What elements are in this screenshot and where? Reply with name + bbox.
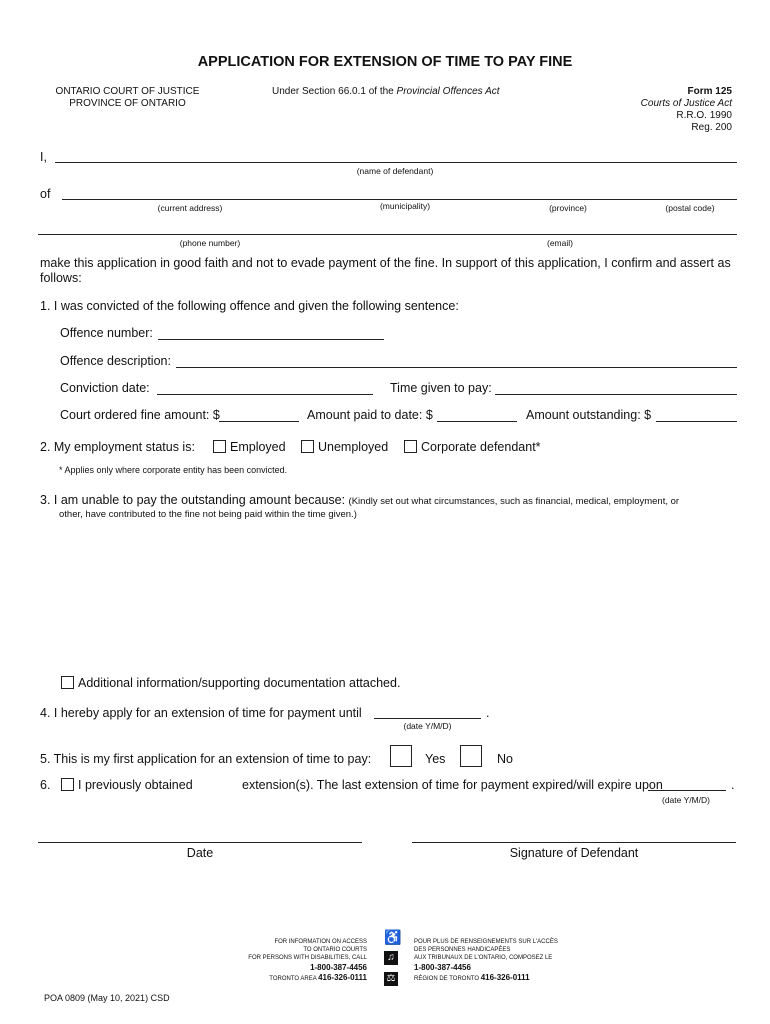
reason-text-area[interactable]: [59, 524, 737, 670]
time-given-field[interactable]: [495, 394, 737, 395]
offence-number-label: Offence number:: [60, 326, 153, 340]
footer-fr-line-3: AUX TRIBUNAUX DE L'ONTARIO, COMPOSEZ LE: [414, 955, 553, 961]
attachment-checkbox[interactable]: [61, 676, 74, 689]
form-reference: [641, 86, 732, 134]
q3-hint-1: (Kindly set out what circumstances, such as financial, medical, employment, or: [348, 496, 680, 507]
previously-obtained-label: I previously obtained: [78, 778, 193, 792]
of-label: of: [40, 187, 51, 201]
court-name: [40, 86, 215, 110]
q5-label: 5. This is my first application for an extension of time to pay:: [40, 752, 372, 766]
footer-fr-line-1: POUR PLUS DE RENSEIGNEMENTS SUR L'ACCÈS: [414, 939, 558, 945]
amount-paid-label: Amount paid to date: $: [307, 408, 433, 422]
section-act: Provincial Offences Act: [396, 86, 500, 97]
q6-rest-label: extension(s). The last extension of time for payment expired/will expire upon: [242, 778, 663, 792]
q6-date-caption: (date Y/M/D): [661, 795, 711, 805]
no-label: No: [497, 752, 513, 766]
offence-description-field[interactable]: [176, 367, 737, 368]
footer-english: [240, 938, 367, 983]
court-line-1: ONTARIO COURT OF JUSTICE: [55, 86, 200, 97]
conviction-date-field[interactable]: [157, 394, 373, 395]
court-line-2: PROVINCE OF ONTARIO: [69, 98, 186, 109]
first-application-yes-checkbox[interactable]: [390, 745, 412, 767]
form-act: Courts of Justice Act: [640, 98, 732, 109]
q6-period: .: [731, 778, 735, 792]
employed-label: Employed: [230, 440, 286, 454]
phone-caption: (phone number): [179, 238, 241, 248]
form-rro: R.R.O. 1990: [676, 110, 732, 121]
footer-fr-line-2: DES PERSONNES HANDICAPÉES: [414, 947, 511, 953]
signature-label: Signature of Defendant: [509, 846, 639, 860]
date-line[interactable]: [38, 842, 362, 843]
footer-french: [414, 938, 584, 983]
q4-period: .: [486, 706, 490, 720]
wheelchair-icon: ♿: [384, 929, 402, 945]
form-title: APPLICATION FOR EXTENSION OF TIME TO PAY FINE: [197, 54, 573, 70]
unemployed-label: Unemployed: [318, 440, 389, 454]
province-caption: (province): [549, 203, 587, 213]
date-label: Date: [186, 846, 214, 860]
postal-code-caption: (postal code): [665, 203, 715, 213]
amount-outstanding-field[interactable]: [656, 421, 737, 422]
corporate-defendant-label: Corporate defendant*: [421, 440, 541, 454]
defendant-name-field[interactable]: [55, 162, 737, 163]
offence-description-label: Offence description:: [60, 354, 171, 368]
extension-date-field[interactable]: [374, 718, 481, 719]
footer-en-line-3: FOR PERSONS WITH DISABILITIES, CALL: [248, 955, 367, 961]
q4-date-caption: (date Y/M/D): [403, 721, 452, 731]
footer-en-toronto-label: TORONTO AREA: [269, 976, 319, 982]
q3-label-text: 3. I am unable to pay the outstanding amount because:: [40, 493, 349, 507]
section-prefix: Under Section 66.0.1 of the: [272, 86, 397, 97]
q1-label: 1. I was convicted of the following offence and given the following sentence:: [40, 299, 459, 313]
footer-en-toronto-phone: 416-326-0111: [318, 973, 367, 982]
time-given-label: Time given to pay:: [390, 381, 492, 395]
hearing-icon: ♫: [384, 951, 398, 965]
address-caption: (current address): [157, 203, 223, 213]
q3-hint-2: other, have contributed to the fine not being paid within the time given.): [59, 509, 357, 520]
intro-statement: make this application in good faith and not to evade payment of the fine. In support of this application, I confirm and assert as follows:: [40, 256, 731, 285]
q6-number: 6.: [40, 778, 51, 792]
first-application-no-checkbox[interactable]: [460, 745, 482, 767]
form-reg: Reg. 200: [691, 122, 732, 133]
address-field[interactable]: [62, 199, 737, 200]
employed-checkbox[interactable]: [213, 440, 226, 453]
i-label: I,: [40, 150, 47, 164]
footer-fr-toronto-phone: 416-326-0111: [480, 973, 530, 982]
previously-obtained-checkbox[interactable]: [61, 778, 74, 791]
municipality-caption: (municipality): [379, 201, 431, 211]
statute-reference: [272, 86, 500, 97]
q3-label: [40, 493, 750, 509]
form-number: Form 125: [687, 86, 732, 97]
amount-outstanding-label: Amount outstanding: $: [526, 408, 652, 422]
unemployed-checkbox[interactable]: [301, 440, 314, 453]
form-code: POA 0809 (May 10, 2021) CSD: [44, 993, 170, 1003]
offence-number-field[interactable]: [158, 339, 384, 340]
fine-amount-field[interactable]: [219, 421, 299, 422]
footer-fr-toronto-label: RÉGION DE TORONTO: [414, 976, 481, 982]
q4-label: 4. I hereby apply for an extension of time for payment until: [40, 706, 362, 720]
footer-en-phone: 1-800-387-4456: [310, 963, 367, 972]
name-caption: (name of defendant): [356, 166, 434, 176]
corporate-defendant-checkbox[interactable]: [404, 440, 417, 453]
visual-assistance-icon: ⚖: [384, 972, 398, 986]
extension-count-field[interactable]: [190, 776, 238, 792]
footer-en-line-2: TO ONTARIO COURTS: [303, 947, 367, 953]
q2-label: 2. My employment status is:: [40, 440, 195, 454]
footer-fr-phone: 1-800-387-4456: [414, 963, 471, 972]
phone-email-field[interactable]: [38, 234, 737, 235]
conviction-date-label: Conviction date:: [60, 381, 150, 395]
amount-paid-field[interactable]: [437, 421, 517, 422]
email-caption: (email): [547, 238, 573, 248]
last-extension-date-field[interactable]: [648, 790, 726, 791]
corporate-note: * Applies only where corporate entity has been convicted.: [59, 465, 288, 475]
yes-label: Yes: [425, 752, 446, 766]
fine-amount-label: Court ordered fine amount: $: [60, 408, 220, 422]
footer-en-line-1: FOR INFORMATION ON ACCESS: [274, 939, 367, 945]
signature-line[interactable]: [412, 842, 736, 843]
attachment-label: Additional information/supporting documentation attached.: [78, 676, 401, 690]
